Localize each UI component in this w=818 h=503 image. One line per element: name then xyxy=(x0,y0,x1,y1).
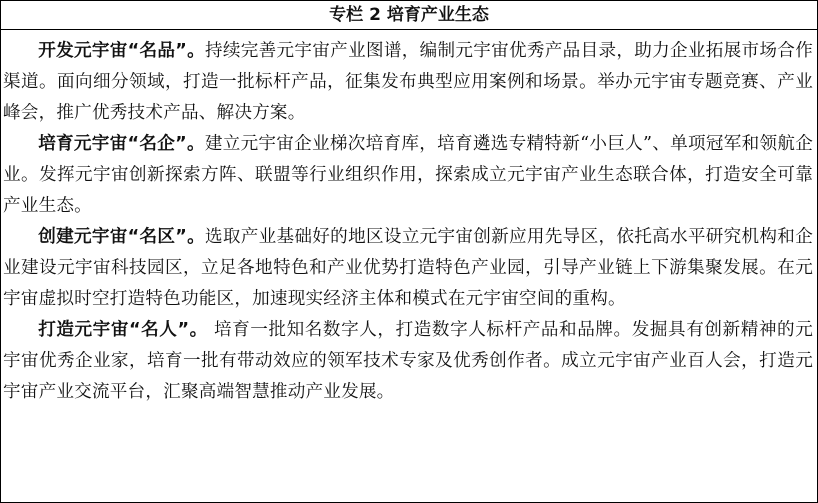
paragraph-text: 选取产业基础好的地区设立元宇宙创新应用先导区，依托高水平研究机构和企业建设元宇宙科技园区，立足各地特色和产业优势打造特色产业园，引导产业链上下游集聚发展。在元宇宙虚拟时空打造特色功能区，加速现实经济主体和模式在元宇宙空间的重构。 xyxy=(3,227,813,309)
paragraph-text: 持续完善元宇宙产业图谱，编制元宇宙优秀产品目录，助力企业拓展市场合作渠道。面向细分领域，打造一批标杆产品，征集发布典型应用案例和场景。举办元宇宙专题竞赛、产业峰会，推广优秀技术产品、解决方案。 xyxy=(3,41,813,123)
paragraph-famous-zones xyxy=(3,222,813,315)
paragraph-lead: 培育元宇宙“名企”。 xyxy=(38,134,205,154)
box-title: 专栏 2 培育产业生态 xyxy=(1,1,817,30)
box-body xyxy=(1,30,817,408)
paragraph-lead: 开发元宇宙“名品”。 xyxy=(38,41,205,61)
paragraph-text: 培育一批知名数字人，打造数字人标杆产品和品牌。发掘具有创新精神的元宇宙优秀企业家，培育一批有带动效应的领军技术专家及优秀创作者。成立元宇宙产业百人会，打造元宇宙产业交流平台，汇聚高端智慧推动产业发展。 xyxy=(3,320,813,402)
paragraph-lead: 打造元宇宙“名人”。 xyxy=(38,320,208,340)
paragraph-famous-products xyxy=(3,36,813,129)
paragraph-lead: 创建元宇宙“名区”。 xyxy=(38,227,205,247)
paragraph-famous-enterprises xyxy=(3,129,813,222)
paragraph-famous-people xyxy=(3,315,813,408)
paragraph-text: 建立元宇宙企业梯次培育库，培育遴选专精特新“小巨人”、单项冠军和领航企业。发挥元宇宙创新探索方阵、联盟等行业组织作用，探索成立元宇宙产业生态联合体，打造安全可靠产业生态。 xyxy=(3,134,813,216)
